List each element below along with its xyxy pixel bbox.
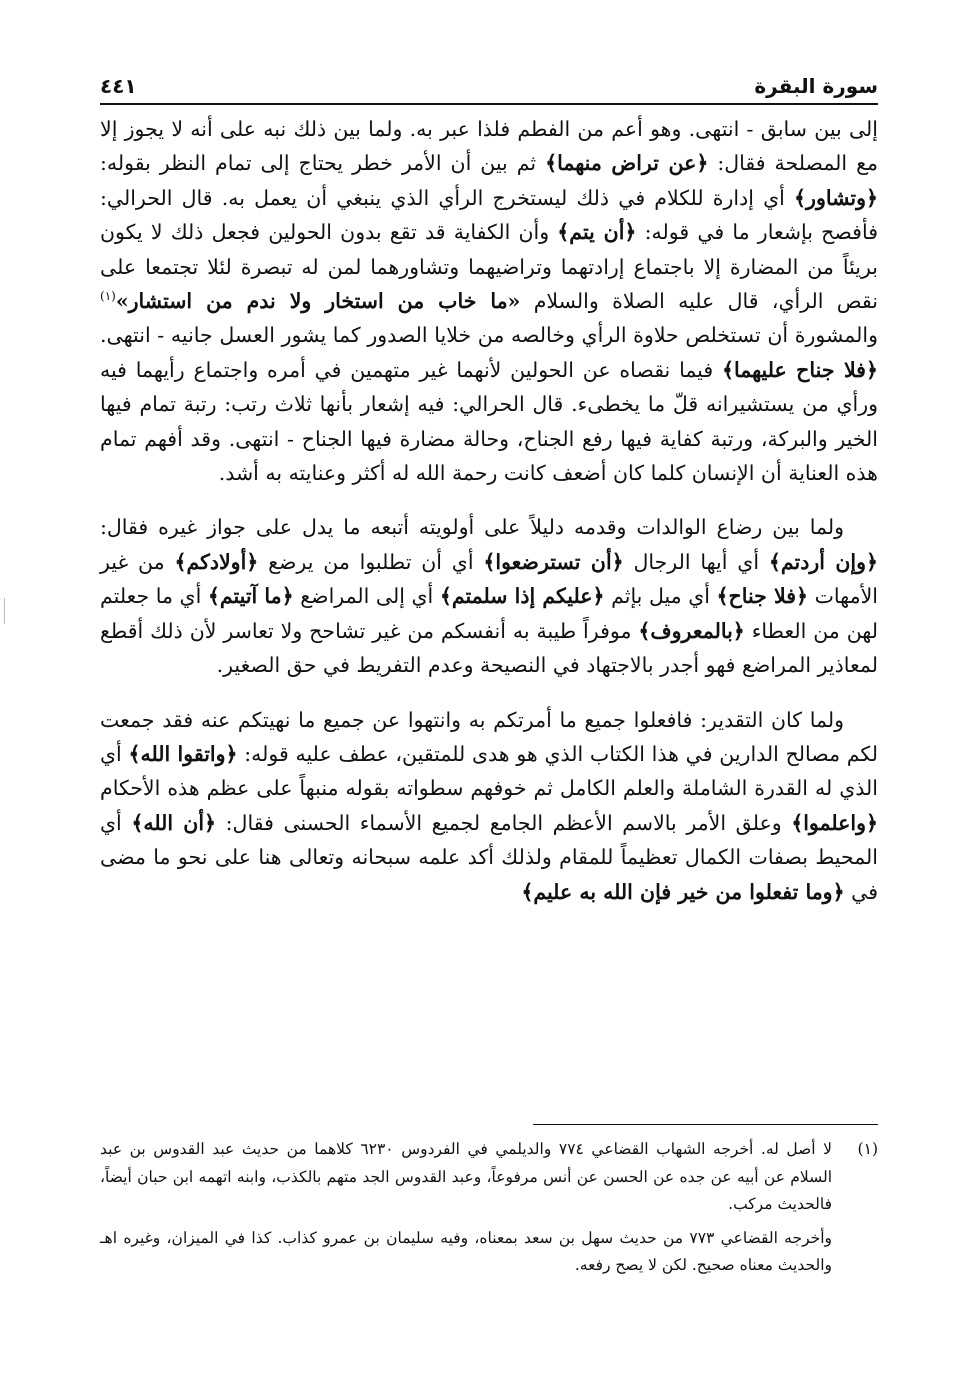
quran-quote: ﴿وإن أردتم﴾ xyxy=(768,549,879,574)
quran-quote: ﴿أن يتم﴾ xyxy=(557,220,637,245)
paragraph-3 xyxy=(100,703,878,909)
footnotes xyxy=(100,1136,878,1286)
quran-quote: ﴿واعلموا﴾ xyxy=(791,810,878,835)
text-segment: من غير الأمهات xyxy=(100,549,878,609)
header-rule xyxy=(100,103,878,105)
footnote-text: وأخرجه القضاعي ٧٧٣ من حديث سهل بن سعد بمعناه، وفيه سليمان بن عمرو كذاب. كذا في الميزان، وغيره اهـ والحديث معناه صحيح. لكن لا يصح رفعه. xyxy=(100,1228,832,1274)
quran-quote: ﴿أن تسترضعوا﴾ xyxy=(483,549,624,574)
text-segment: أي أن تطلبوا من يرضع xyxy=(258,549,484,574)
quran-quote: ﴿واتقوا الله﴾ xyxy=(128,741,238,766)
quran-quote: ﴿بالمعروف﴾ xyxy=(638,618,745,643)
paragraph-2 xyxy=(100,510,878,682)
quran-quote: ﴿عن تراض منهما﴾ xyxy=(545,151,709,176)
footnote-separator xyxy=(533,1124,878,1125)
text-segment: أي ميل بإثم xyxy=(604,584,717,609)
hadith-quote: «ما خاب من استخار ولا ندم من استشار» xyxy=(115,289,521,314)
quran-quote: ﴿فلا جناح﴾ xyxy=(716,584,809,609)
text-segment: وأن الكفاية قد تقع بدون الحولين فجعل ذلك لا يكون بريئاً من المضارة إلا باجتماع إرادتهما وتراضيهما وتشاورهما لمن له تبصرة لئلا تجتمعا على نقص الرأي، قال عليه الصلاة والسلام xyxy=(100,220,879,314)
text-segment: موفراً طيبة به أنفسكم من غير تشاحح ولا تعاسر لأن ذلك أقطع لمعاذير المراضع فهو أجدر بالاجتهاد في النصيحة وعدم التفريط في حق الصغير. xyxy=(100,618,878,678)
page-header xyxy=(100,68,878,98)
quran-quote: ﴿فلا جناح عليهما﴾ xyxy=(721,357,878,382)
paragraph-1 xyxy=(100,112,878,490)
page-number: ٤٤١ xyxy=(100,74,137,98)
quran-quote: ﴿عليكم إذا سلمتم﴾ xyxy=(439,584,605,609)
text-segment: والمشورة أن تستخلص حلاوة الرأي وخالصه من خلايا الصدور كما يشور العسل جانيه - انتهى. xyxy=(100,323,878,348)
text-segment: فيما نقصاه عن الحولين لأنهما غير متهمين في أمره واجتماع رأيهما فيه ورأي من يستشيرانه قلّ ما يخطىء. قال الحرالي: فيه إشعار بأنها ثلاث رتب: رتبة تمام فيها الخير والبركة، ورتبة كفاية فيها رفع الجناح، وحالة مضارة فيها الجناح - انتهى. وقد أفهم تمام هذه العناية أن الإنسان كلما كان أضعف كانت رحمة الله له أكثر وعنايته به أشد. xyxy=(100,357,878,486)
text-segment: أي ما جعلتم لهن من العطاء xyxy=(100,584,879,643)
quran-quote: ﴿وتشاور﴾ xyxy=(794,185,878,210)
quran-quote: ﴿وما تفعلوا من خير فإن الله به عليم﴾ xyxy=(521,879,845,904)
text-segment: أي المحيط بصفات الكمال تعظيماً للمقام ولذلك أكد علمه سبحانه وتعالى هنا على نحو ما مضى في xyxy=(100,810,878,904)
footnote-reference[interactable]: (١) xyxy=(100,289,116,304)
quran-quote: ﴿أن الله﴾ xyxy=(131,810,217,835)
text-segment: أي الذي له القدرة الشاملة والعلم الكامل ثم خوفهم سطواته بقوله منبهاً على عظم هذه الأحكام xyxy=(100,741,878,801)
text-segment: ولما بين رضاع الوالدات وقدمه دليلاً على أولويته أتبعه ما يدل على جواز غيره فقال: xyxy=(100,515,844,540)
text-segment: إلى بين سابق - انتهى. وهو أعم من الفطم فلذا عبر به. ولما بين ذلك نبه على أنه لا يجوز إلا مع المصلحة فقال: xyxy=(100,117,878,176)
footnote-text: لا أصل له. أخرجه الشهاب القضاعي ٧٧٤ والديلمي في الفردوس ٦٢٣٠ كلاهما من حديث عبد القدوس بن عبد السلام عن أبيه عن جده عن الحسن عن أنس مرفوعاً، وعبد القدوس الجد متهم بالكذب، وابنه اتهمه ابن حبان أيضاً، فالحديث مركب. xyxy=(100,1140,832,1213)
surah-title: سورة البقرة xyxy=(754,74,878,98)
text-segment: أي إلى المراضع xyxy=(293,584,440,609)
quran-quote: ﴿ما آتيتم﴾ xyxy=(207,584,294,609)
text-segment: أي أيها الرجال xyxy=(623,549,769,574)
footnote-1-continued xyxy=(100,1225,878,1280)
footnote-number: (١) xyxy=(857,1140,878,1158)
main-text xyxy=(100,112,878,909)
text-segment: وعلق الأمر بالاسم الأعظم الجامع لجميع الأسماء الحسنى فقال: xyxy=(216,810,792,835)
footnote-1 xyxy=(100,1136,878,1219)
scan-mark xyxy=(4,598,5,624)
text-segment: ولما كان التقدير: فافعلوا جميع ما أمرتكم به وانتهوا عن جميع ما نهيتكم عنه فقد جمعت لكم مصالح الدارين في هذا الكتاب الذي هو هدى للمتقين، عطف عليه قوله: xyxy=(100,707,878,766)
text-segment: ثم بين أن الأمر خطر يحتاج إلى تمام النظر بقوله: xyxy=(100,151,546,176)
quran-quote: ﴿أولادكم﴾ xyxy=(174,549,259,574)
text-segment: أي إدارة للكلام في ذلك ليستخرج الرأي الذي ينبغي أن يعمل به. قال الحرالي: فأفصح بإشعار ما في قوله: xyxy=(100,185,879,245)
